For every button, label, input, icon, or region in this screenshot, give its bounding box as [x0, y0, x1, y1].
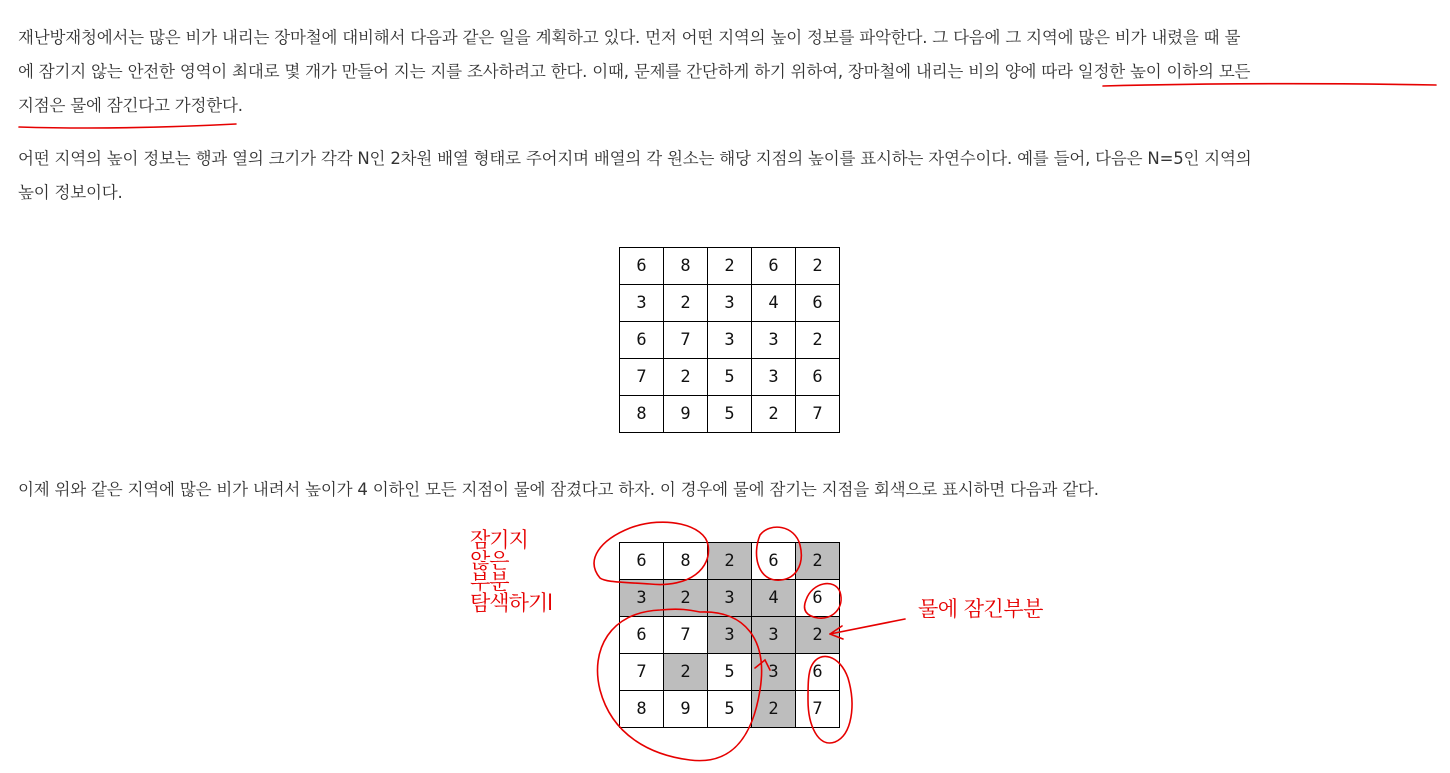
grid-cell: 3: [620, 285, 664, 322]
grid-cell: 9: [664, 691, 708, 728]
height-info-line-1: 어떤 지역의 높이 정보는 행과 열의 크기가 각각 N인 2차원 배열 형태로 주어지며 배열의 각 원소는 해당 지점의 높이를 표시하는 자연수이다. 예를 들어, 다음은 N=5인 지역의: [18, 149, 1252, 168]
grid-cell: 8: [664, 543, 708, 580]
grid-cell: 6: [796, 285, 840, 322]
circle-mark: [808, 656, 852, 743]
grid-cell: 3: [620, 580, 664, 617]
intro-line-1: 재난방재청에서는 많은 비가 내리는 장마철에 대비해서 다음과 같은 일을 계획하고 있다. 먼저 어떤 지역의 높이 정보를 파악한다. 그 다음에 그 지역에 많은 비가 내렸을 때 물: [18, 28, 1241, 47]
grid-cell: 2: [664, 580, 708, 617]
grid-cell: 2: [796, 617, 840, 654]
grid-cell: 6: [752, 248, 796, 285]
grid-cell: 5: [708, 691, 752, 728]
arrow-mark: [755, 660, 770, 670]
note-left-line: 탐색하기l: [470, 591, 552, 615]
grid-cell: 5: [708, 654, 752, 691]
intro-line-3: 지점은 물에 잠긴다고 가정한다.: [18, 96, 243, 115]
grid-cell: 3: [752, 617, 796, 654]
grid-cell: 8: [620, 691, 664, 728]
grid-cell: 7: [796, 691, 840, 728]
grid-cell: 2: [708, 543, 752, 580]
grid-cell: 2: [796, 322, 840, 359]
grid-cell: 2: [664, 654, 708, 691]
grid-cell: 6: [620, 322, 664, 359]
circle-mark: [756, 527, 801, 580]
grid-cell: 2: [796, 543, 840, 580]
grid-cell: 3: [708, 617, 752, 654]
grid-cell: 6: [796, 654, 840, 691]
grid-cell: 7: [620, 359, 664, 396]
grid-cell: 3: [752, 322, 796, 359]
grid-cell: 8: [664, 248, 708, 285]
grid-cell: 7: [620, 654, 664, 691]
grid-cell: 6: [620, 543, 664, 580]
grid-cell: 2: [796, 248, 840, 285]
underline-mark: [19, 124, 236, 128]
grid-cell: 9: [664, 396, 708, 433]
grid-cell: 4: [752, 580, 796, 617]
grid-cell: 6: [796, 580, 840, 617]
grid-cell: 3: [708, 580, 752, 617]
grid-cell: 3: [708, 285, 752, 322]
grid-cell: 2: [664, 359, 708, 396]
height-info-line-2: 높이 정보이다.: [18, 183, 123, 202]
grid-cell: 6: [620, 617, 664, 654]
grid-cell: 4: [752, 285, 796, 322]
grid-cell: 3: [752, 359, 796, 396]
note-left-line: 않은: [470, 549, 509, 573]
grid-cell: 2: [708, 248, 752, 285]
intro-line-2: 에 잠기지 않는 안전한 영역이 최대로 몇 개가 만들어 지는 지를 조사하려고 한다. 이때, 문제를 간단하게 하기 위하여, 장마철에 내리는 비의 양에 따라 일정한 높이 이하의 모든: [18, 62, 1251, 81]
note-left-line: 잠기지: [470, 528, 528, 552]
flooded-description-paragraph: 이제 위와 같은 지역에 많은 비가 내려서 높이가 4 이하인 모든 지점이 물에 잠겼다고 하자. 이 경우에 물에 잠기는 지점을 회색으로 표시하면 다음과 같다.: [18, 480, 1099, 499]
grid-cell: 2: [752, 691, 796, 728]
grid-cell: 6: [752, 543, 796, 580]
grid-cell: 5: [708, 359, 752, 396]
circle-mark: [598, 609, 762, 760]
grid-cell: 3: [752, 654, 796, 691]
circle-mark: [805, 584, 842, 619]
grid-cell: 8: [620, 396, 664, 433]
flooded-area-note: 물에 잠긴부분: [918, 597, 1043, 621]
note-left-line: 부분: [470, 570, 509, 594]
grid-cell: 6: [620, 248, 664, 285]
underline-mark: [1103, 84, 1436, 86]
grid-cell: 3: [708, 322, 752, 359]
grid-cell: 7: [664, 322, 708, 359]
circle-mark: [594, 522, 708, 584]
grid-cell: 7: [664, 617, 708, 654]
grid-cell: 5: [708, 396, 752, 433]
grid-cell: 2: [664, 285, 708, 322]
grid-cell: 2: [752, 396, 796, 433]
grid-cell: 6: [796, 359, 840, 396]
grid-cell: 7: [796, 396, 840, 433]
